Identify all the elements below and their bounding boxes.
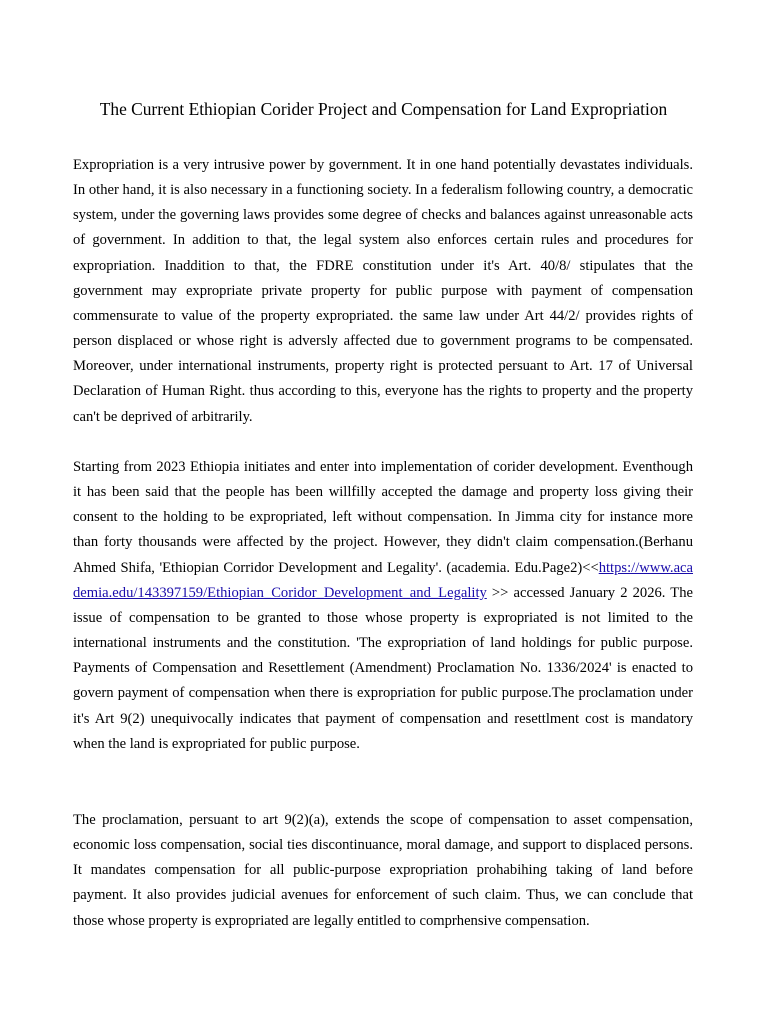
paragraph-proclamation: The proclamation, persuant to art 9(2)(a), extends the scope of compensation to asset compensation, economic loss compensation, social ties discontinuance, moral damage, and support to displaced persons. It mandates compensation for all public-purpose expropriation prohabihing taking of land before payment. It also provides judicial avenues for enforcement of such claim. Thus, we can conclude that those whose property is expropriated are legally entitled to comprhensive compensation. [73, 812, 693, 929]
document-title: The Current Ethiopian Corider Project and Compensation for Land Expropriation [99, 99, 668, 119]
paragraph-corridor [73, 455, 693, 757]
paragraph-corridor-text-end: >> accessed January 2 2026. The issue of compensation to be granted to those whose property is expropriated is not limited to the international instruments and the constitution. 'The expropriation of land holdings for public purpose. Payments of Compensation and Resettlement (Amendment) Proclamation No. 1336/2024' is enacted to govern payment of compensation when there is expropriation for public purpose.The proclamation under it's Art 9(2) unequivocally indicates that payment of compensation and resettlment cost is mandatory when the land is expropriated for public purpose. [73, 584, 693, 752]
paragraph-intro: Expropriation is a very intrusive power by government. It in one hand potentially devastates individuals. In other hand, it is also necessary in a functioning society. In a federalism following country, a democratic system, under the governing laws provides some degree of checks and balances against unreasonable acts of government. In addition to that, the legal system also enforces certain rules and procedures for expropriation. Inaddition to that, the FDRE constitution under it's Art. 40/8/ stipulates that the government may expropriate private property for public purpose with payment of compensation commensurate to value of the property expropriated. the same law under Art 44/2/ provides rights of person displaced or whose right is adversly affected due to government programs to be compensated. Moreover, under international instruments, property right is protected persuant to Art. 17 of Universal Declaration of Human Right. thus according to this, everyone has the rights to property and the property can't be deprived of arbitrarily. [73, 157, 693, 425]
paragraph-corridor-text-start: Starting from 2023 Ethiopia initiates and enter into implementation of corider development. Eventhough it has been said that the people has been willfilly accepted the damage and property loss giving their consent to the holding to be expropriated, left without compensation. In Jimma city for instance more than forty thousands were affected by the project. However, they didn't claim compensation.(Berhanu Ahmed Shifa, 'Ethiopian Corridor Development and Legality'. (academia. Edu.Page2)<< [73, 459, 693, 576]
academia-source-link[interactable]: https://www.academia.edu/143397159/Ethiopian_Coridor_Development_and_Legality [73, 559, 693, 601]
